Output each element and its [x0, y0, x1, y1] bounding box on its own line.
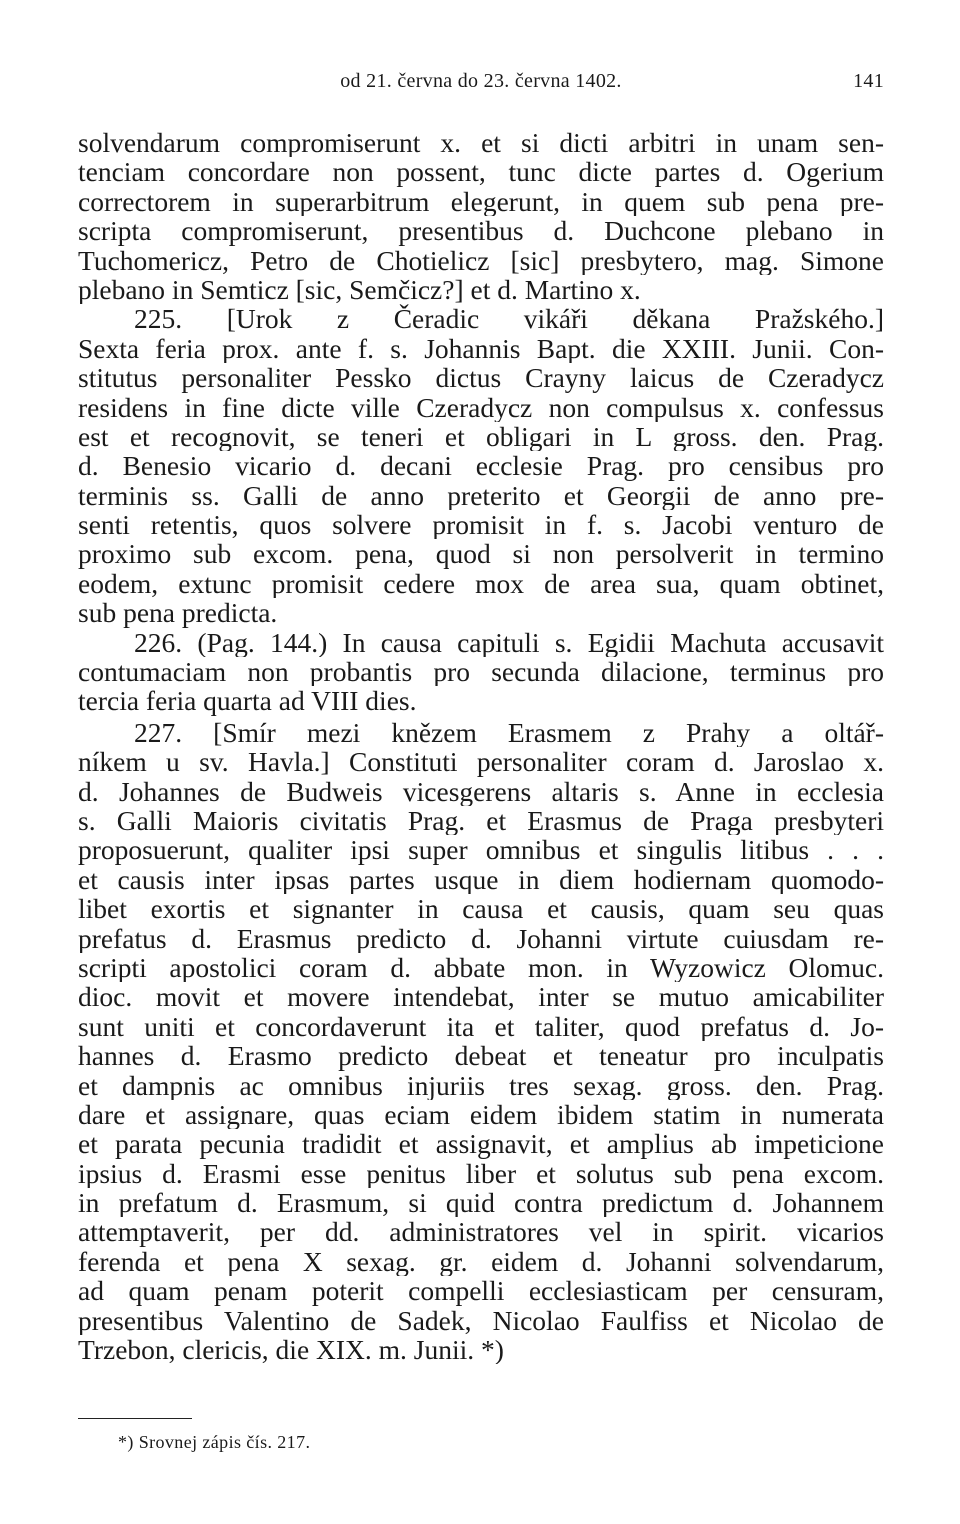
footnote: *) Srovnej zápis čís. 217. [118, 1432, 311, 1452]
text-line: senti retentis, quos solvere promisit in f. s. Jacobi venturo de [78, 510, 884, 540]
text-line: d. Johannes de Budweis vicesgerens altaris s. Anne in ecclesia [78, 776, 884, 806]
text-line: d. Benesio vicario d. decani ecclesie Prag. pro censibus pro [78, 451, 884, 481]
text-line: 225. [Urok z Čeradic vikáři děkana Pražského.] [134, 304, 884, 334]
text-line: sunt uniti et concordaverunt ita et taliter, quod prefatus d. Jo- [78, 1011, 884, 1042]
page-number: 141 [853, 70, 884, 92]
text-line: sub pena predicta. [78, 598, 278, 628]
text-line: libet exortis et signanter in causa et causis, quam seu quas [78, 894, 884, 924]
text-line: Tuchomericz, Petro de Chotielicz [sic] presbytero, mag. Simone [78, 245, 884, 275]
text-line: scripti apostolici coram d. abbate mon. in Wyzowicz Olomuc. [78, 952, 884, 983]
text-line: hannes d. Erasmo predicto debeat et teneatur pro inculpatis [78, 1041, 884, 1071]
text-line: eodem, extunc promisit cedere mox de area sua, quam obtinet, [78, 568, 884, 599]
text-line: in prefatum d. Erasmum, si quid contra predictum d. Johannem [78, 1188, 884, 1218]
text-line: stitutus personaliter Pessko dictus Crayny laicus de Czeradycz [78, 363, 884, 393]
text-line: et causis inter ipsas partes usque in diem hodiernam quomodo- [78, 864, 884, 895]
text-line: tercia feria quarta ad VIII dies. [78, 686, 417, 716]
text-line: et dampnis ac omnibus injuriis tres sexag. gross. den. Prag. [78, 1070, 884, 1100]
text-line: attemptaverit, per dd. administratores vel in spirit. vicarios [78, 1217, 884, 1247]
text-line: prefatus d. Erasmus predicto d. Johanni virtute cuiusdam re- [78, 923, 884, 953]
text-line: contumaciam non probantis pro secunda dilacione, terminus pro [78, 657, 884, 687]
text-line: níkem u sv. Havla.] Constituti personaliter coram d. Jaroslao x. [78, 747, 884, 777]
text-line: ferenda et pena X sexag. gr. eidem d. Johanni solvendarum, [78, 1246, 884, 1277]
text-line: 226. (Pag. 144.) In causa capituli s. Egidii Machuta accusavit [134, 627, 884, 658]
text-line: proposuerunt, qualiter ipsi super omnibus et singulis litibus . . . [78, 835, 884, 865]
text-line: ad quam penam poterit compelli ecclesiasticam per censuram, [78, 1276, 884, 1306]
text-line: est et recognovit, se teneri et obligari in L gross. den. Prag. [78, 421, 884, 452]
body-text [78, 128, 884, 1364]
text-line: et parata pecunia tradidit et assignavit, et amplius ab impeticione [78, 1129, 884, 1159]
text-line: proximo sub excom. pena, quod si non persolverit in termino [78, 539, 884, 569]
text-line: tenciam concordare non possent, tunc dicte partes d. Ogerium [78, 157, 884, 187]
text-line: Sexta feria prox. ante f. s. Johannis Bapt. die XXIII. Junii. Con- [78, 333, 884, 364]
text-line: Trzebon, clericis, die XIX. m. Junii. *) [78, 1335, 504, 1365]
text-line: scripta compromiserunt, presentibus d. Duchcone plebano in [78, 216, 884, 246]
text-line: dare et assignare, quas eciam eidem ibidem statim in numerata [78, 1099, 884, 1130]
text-line: 227. [Smír mezi knězem Erasmem z Prahy a oltář- [134, 717, 884, 748]
text-line: residens in fine dicte ville Czeradycz non compulsus x. confessus [78, 392, 884, 422]
text-line: plebano in Semticz [sic, Semčicz?] et d. Martino x. [78, 274, 641, 305]
text-line: dioc. movit et movere intendebat, inter se mutuo amicabiliter [78, 982, 884, 1012]
text-line: terminis ss. Galli de anno preterito et Georgii de anno pre- [78, 480, 884, 511]
running-header [78, 70, 884, 100]
text-line: solvendarum compromiserunt x. et si dicti arbitri in unam sen- [78, 128, 884, 158]
text-line: ipsius d. Erasmi esse penitus liber et solutus sub pena excom. [78, 1158, 884, 1189]
text-line: correctorem in superarbitrum elegerunt, in quem sub pena pre- [78, 186, 884, 217]
running-header-title: od 21. června do 23. června 1402. [340, 70, 622, 92]
text-line: s. Galli Maioris civitatis Prag. et Erasmus de Praga presbyteri [78, 805, 884, 836]
footnote-rule [78, 1418, 192, 1419]
text-line: presentibus Valentino de Sadek, Nicolao Faulfiss et Nicolao de [78, 1305, 884, 1336]
